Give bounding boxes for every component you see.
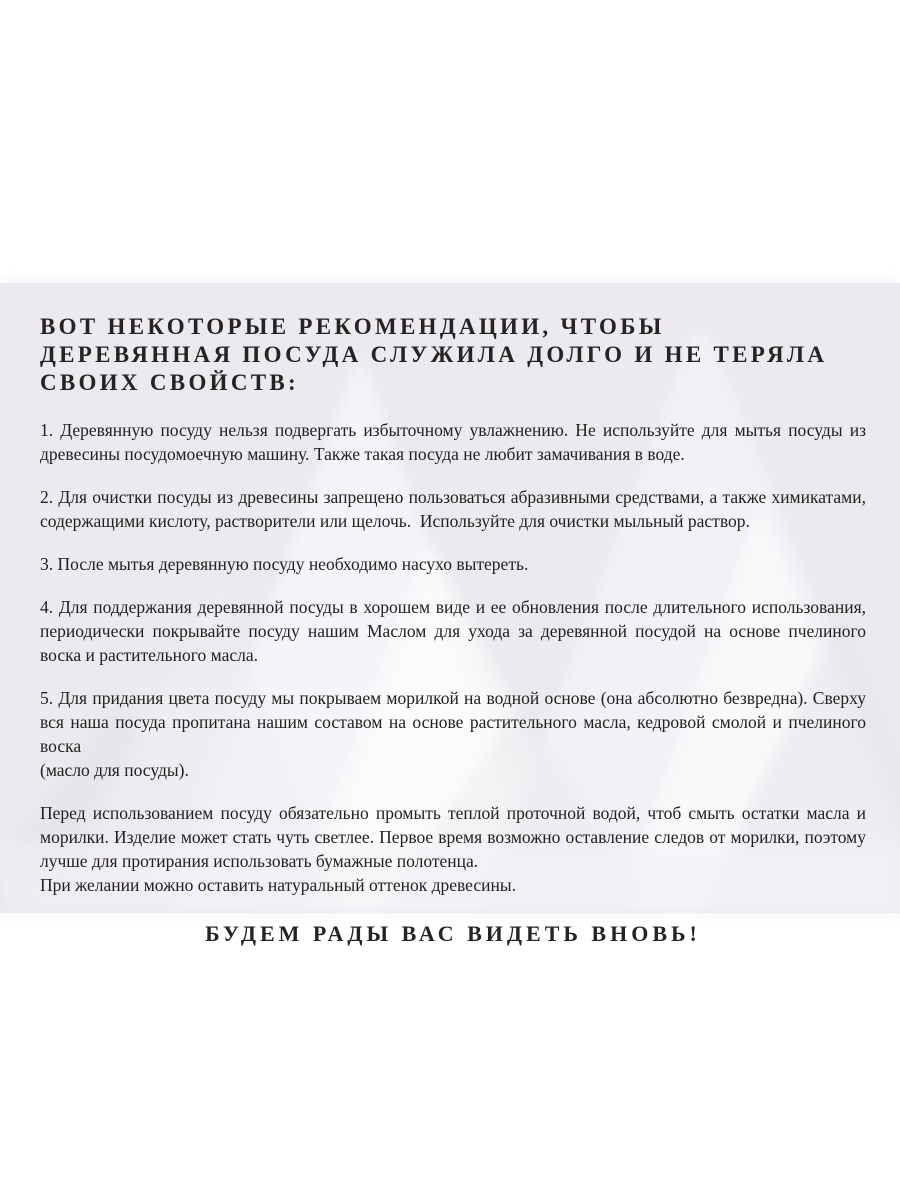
care-item-2: 2. Для очистки посуды из древесины запрещено пользоваться абразивными средствами, а также химикатами, содержащими кислоту, растворители или щелочь. Используйте для очистки мыльный раствор. — [40, 487, 866, 531]
care-item-1: 1. Деревянную посуду нельзя подвергать избыточному увлажнению. Не используйте для мытья посуды из древесины посудомоечную машину. Также такая посуда не любит замачивания в воде. — [40, 420, 866, 464]
instructions-content — [0, 283, 900, 947]
care-item-4: 4. Для поддержания деревянной посуды в хорошем виде и ее обновления после длительного использования, периодически покрывайте посуду нашим Маслом для ухода за деревянной посудой на основе пчелиного воска и растительного масла. — [40, 597, 866, 665]
recommendations-title: ВОТ НЕКОТОРЫЕ РЕКОМЕНДАЦИИ, ЧТОБЫ ДЕРЕВЯННАЯ ПОСУДА СЛУЖИЛА ДОЛГО И НЕ ТЕРЯЛА СВОИХ СВОЙСТВ: — [40, 314, 828, 395]
care-item-5-text: 5. Для придания цвета посуду мы покрываем морилкой на водной основе (она абсолютно безвредна). Сверху вся наша посуда пропитана нашим составом на основе растительного масла, кедровой смолой и пчелиного воска — [40, 688, 866, 756]
closing-line: БУДЕМ РАДЫ ВАС ВИДЕТЬ ВНОВЬ! — [205, 921, 701, 946]
usage-paragraph: Перед использованием посуду обязательно промыть теплой проточной водой, чтоб смыть остатки масла и морилки. Изделие может стать чуть светлее. Первое время возможно оставление следов от морилки, поэтому лучше для протирания использовать бумажные полотенца. — [40, 803, 866, 871]
natural-tint-note: При желании можно оставить натуральный оттенок древесины. — [40, 875, 516, 895]
care-item-5 — [40, 686, 866, 782]
care-item-3: 3. После мытья деревянную посуду необходимо насухо вытереть. — [40, 554, 529, 574]
instructions-panel — [0, 283, 900, 946]
care-item-5-note: (масло для посуды). — [40, 760, 189, 780]
